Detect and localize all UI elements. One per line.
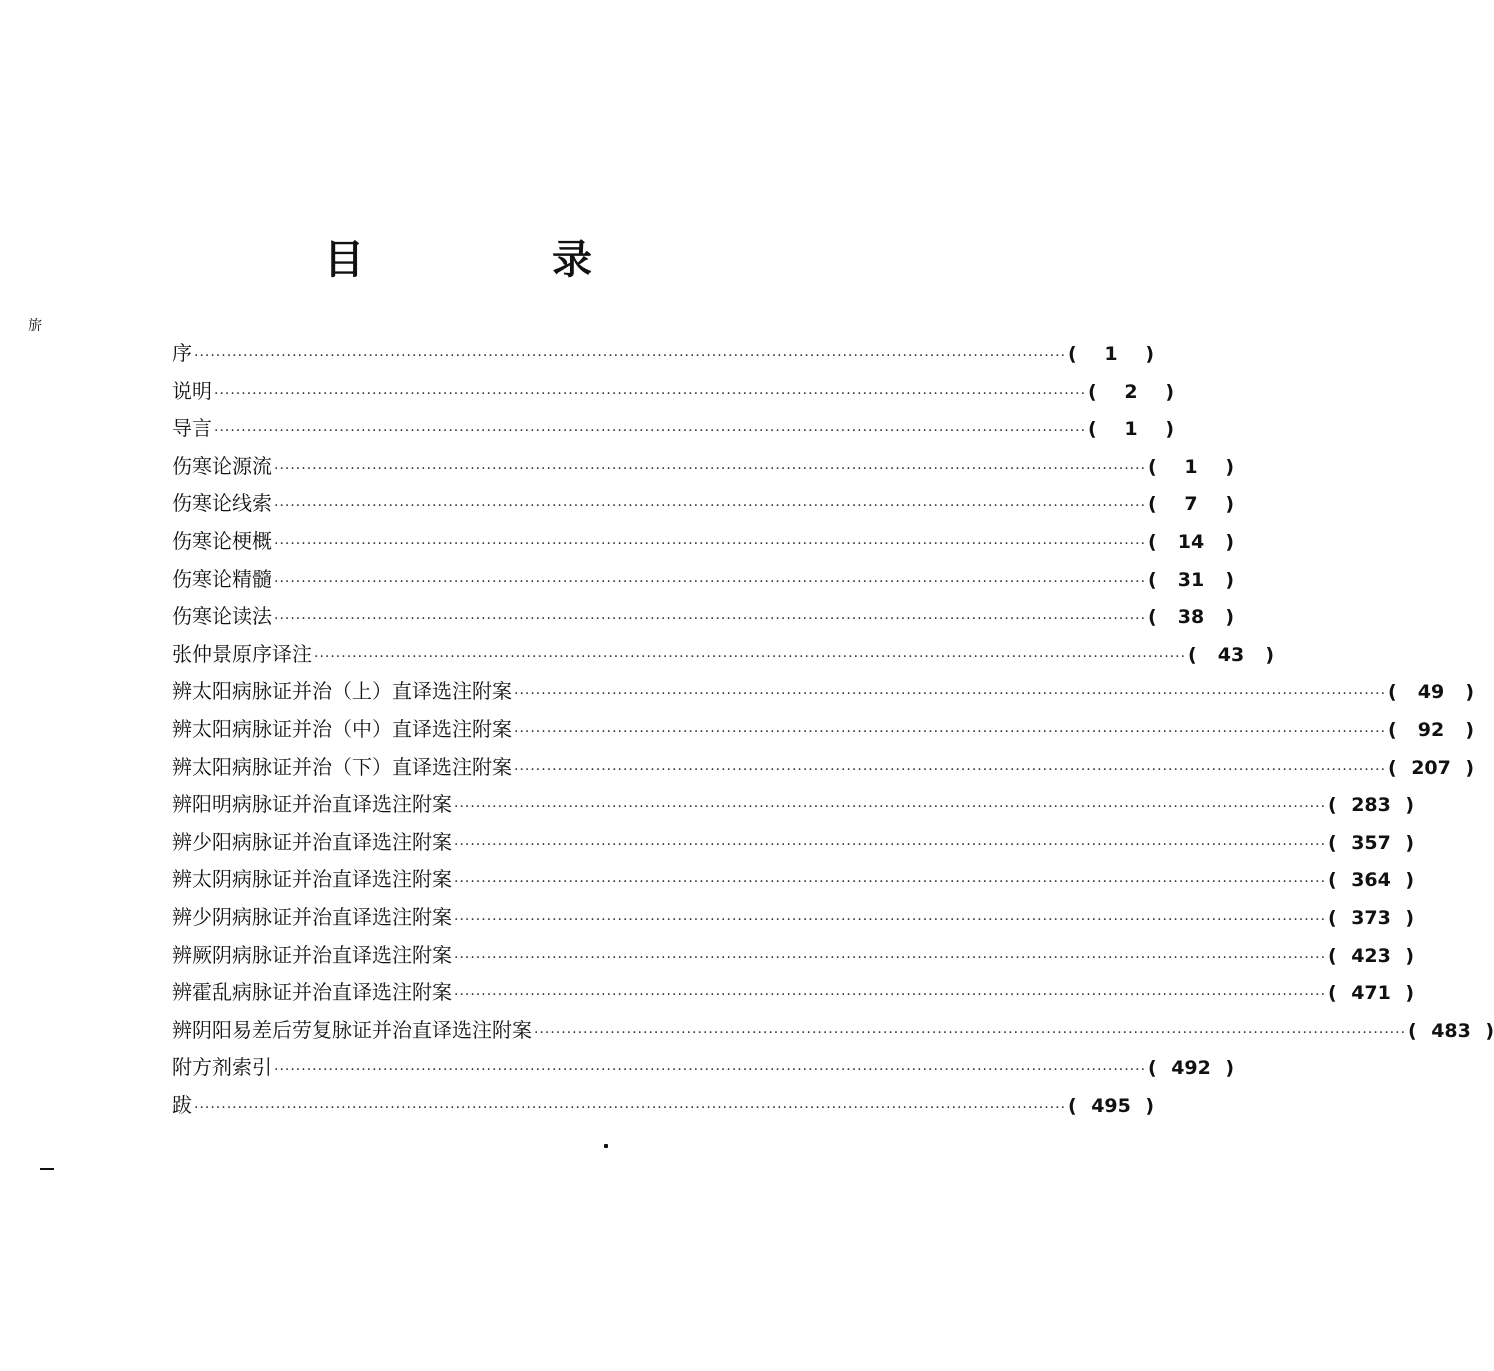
- toc-entry-page: [1408, 1013, 1494, 1051]
- open-paren: (: [1328, 906, 1337, 929]
- close-paren: ): [1465, 681, 1475, 704]
- dot-leader: ································································································································································: [274, 1062, 1147, 1079]
- toc-entry-page: [1388, 712, 1474, 750]
- close-paren: ): [1405, 831, 1415, 854]
- open-paren: (: [1408, 1019, 1417, 1042]
- toc-entry-title: 辨太阳病脉证并治（中）直译选注附案: [172, 716, 512, 741]
- dot-leader: ································································································································································: [534, 1024, 1407, 1041]
- toc-entry-page: [1148, 562, 1234, 600]
- page-number: 31: [1177, 568, 1205, 591]
- toc-entry-page: [1068, 1088, 1154, 1126]
- toc-entry-title: 辨少阴病脉证并治直译选注附案: [172, 904, 452, 929]
- dot-leader: ································································································································································: [454, 799, 1327, 816]
- close-paren: ): [1225, 606, 1235, 629]
- page-number: 43: [1217, 643, 1245, 666]
- toc-entry-title: 辨太阳病脉证并治（上）直译选注附案: [172, 679, 512, 704]
- close-paren: ): [1405, 869, 1415, 892]
- page-number: 357: [1351, 831, 1391, 854]
- toc-entry-title: 伤寒论源流: [172, 453, 272, 478]
- toc-entry: [172, 937, 1415, 975]
- close-paren: ): [1165, 380, 1175, 403]
- close-paren: ): [1145, 1094, 1155, 1117]
- open-paren: (: [1068, 1094, 1077, 1117]
- dot-leader: ································································································································································: [454, 874, 1327, 891]
- toc-entry: [172, 373, 1175, 411]
- open-paren: (: [1148, 606, 1157, 629]
- toc-entry-page: [1328, 825, 1414, 863]
- toc-entry-page: [1148, 524, 1234, 562]
- page-number: 364: [1351, 869, 1391, 892]
- page-number: 14: [1177, 530, 1205, 553]
- toc-entry: [172, 861, 1415, 899]
- dot-leader: ································································································································································: [514, 723, 1387, 740]
- open-paren: (: [1148, 493, 1157, 516]
- page-number: 92: [1417, 718, 1445, 741]
- toc-entry-page: [1148, 1050, 1234, 1088]
- page-number: 207: [1411, 756, 1451, 779]
- close-paren: ): [1225, 1057, 1235, 1080]
- toc-entry-page: [1388, 750, 1474, 788]
- toc-entry-title: 辨少阳病脉证并治直译选注附案: [172, 829, 452, 854]
- table-of-contents: [172, 335, 1494, 1124]
- open-paren: (: [1088, 418, 1097, 441]
- toc-entry: [172, 561, 1235, 599]
- toc-entry-page: [1328, 900, 1414, 938]
- open-paren: (: [1388, 681, 1397, 704]
- dot-leader: ································································································································································: [274, 573, 1147, 590]
- open-paren: (: [1388, 756, 1397, 779]
- close-paren: ): [1405, 794, 1415, 817]
- open-paren: (: [1088, 380, 1097, 403]
- dot-leader: ································································································································································: [214, 423, 1087, 440]
- toc-entry-title: 伤寒论读法: [172, 604, 272, 629]
- page-number: 471: [1351, 982, 1391, 1005]
- close-paren: ): [1465, 718, 1475, 741]
- dot-leader: ································································································································································: [454, 987, 1327, 1004]
- dot-leader: ································································································································································: [274, 460, 1147, 477]
- toc-entry-page: [1088, 411, 1174, 449]
- toc-entry-title: 附方剂索引: [172, 1055, 272, 1080]
- page-number: 1: [1104, 343, 1118, 365]
- close-paren: ): [1225, 530, 1235, 553]
- page-number: 49: [1417, 681, 1445, 704]
- page-number: 423: [1351, 944, 1391, 967]
- toc-entry: [172, 1049, 1235, 1087]
- toc-entry: [172, 673, 1475, 711]
- margin-mark: 旂: [28, 318, 42, 334]
- dot-leader: ································································································································································: [514, 761, 1387, 778]
- toc-entry: [172, 899, 1415, 937]
- close-paren: ): [1485, 1019, 1494, 1042]
- toc-entry-page: [1388, 674, 1474, 712]
- page-number: 7: [1184, 493, 1198, 516]
- toc-entry-title: 伤寒论精髓: [172, 566, 272, 591]
- dot-leader: ································································································································································: [194, 1099, 1067, 1116]
- toc-entry: [172, 636, 1275, 674]
- toc-entry-page: [1328, 862, 1414, 900]
- open-paren: (: [1148, 530, 1157, 553]
- footer-dot: [604, 1144, 608, 1148]
- close-paren: ): [1225, 455, 1235, 478]
- dot-leader: ································································································································································: [314, 648, 1187, 665]
- dot-leader: ································································································································································: [514, 686, 1387, 703]
- toc-entry-title: 辨阳明病脉证并治直译选注附案: [172, 792, 452, 817]
- toc-entry: [172, 335, 1155, 373]
- toc-entry: [172, 410, 1175, 448]
- toc-entry: [172, 1087, 1155, 1125]
- dot-leader: ································································································································································: [454, 949, 1327, 966]
- toc-entry-page: [1148, 599, 1234, 637]
- toc-entry: [172, 749, 1475, 787]
- toc-entry-title: 辨阴阳易差后劳复脉证并治直译选注附案: [172, 1017, 532, 1042]
- dot-leader: ································································································································································: [214, 385, 1087, 402]
- open-paren: (: [1328, 944, 1337, 967]
- toc-entry-page: [1328, 787, 1414, 825]
- toc-entry-title: 辨厥阴病脉证并治直译选注附案: [172, 942, 452, 967]
- open-paren: (: [1328, 982, 1337, 1005]
- dot-leader: ································································································································································: [274, 498, 1147, 515]
- toc-entry-page: [1068, 336, 1154, 374]
- toc-entry: [172, 711, 1475, 749]
- toc-entry-title: 序: [172, 341, 192, 365]
- toc-entry: [172, 523, 1235, 561]
- page-number: 1: [1184, 455, 1198, 478]
- page-title: 目 录: [324, 236, 666, 283]
- toc-entry-title: 导言: [172, 416, 212, 441]
- toc-entry-page: [1148, 486, 1234, 524]
- close-paren: ): [1405, 944, 1415, 967]
- close-paren: ): [1225, 493, 1235, 516]
- toc-entry-page: [1088, 374, 1174, 412]
- close-paren: ): [1165, 418, 1175, 441]
- open-paren: (: [1148, 455, 1157, 478]
- toc-entry-title: 张仲景原序译注: [172, 641, 312, 666]
- open-paren: (: [1328, 869, 1337, 892]
- open-paren: (: [1188, 643, 1197, 666]
- toc-entry-title: 伤寒论梗概: [172, 528, 272, 553]
- dot-leader: ································································································································································: [274, 535, 1147, 552]
- toc-entry-title: 辨霍乱病脉证并治直译选注附案: [172, 980, 452, 1005]
- toc-entry-page: [1328, 975, 1414, 1013]
- open-paren: (: [1148, 1057, 1157, 1080]
- dot-leader: ································································································································································: [454, 911, 1327, 928]
- open-paren: (: [1148, 568, 1157, 591]
- toc-entry-title: 说明: [172, 378, 212, 403]
- close-paren: ): [1225, 568, 1235, 591]
- toc-entry: [172, 1012, 1494, 1050]
- close-paren: ): [1265, 643, 1275, 666]
- toc-entry-page: [1328, 938, 1414, 976]
- open-paren: (: [1328, 794, 1337, 817]
- page-number: 283: [1351, 794, 1391, 817]
- toc-entry-page: [1148, 449, 1234, 487]
- close-paren: ): [1145, 343, 1155, 365]
- dot-leader: ································································································································································: [274, 611, 1147, 628]
- toc-entry-page: [1188, 637, 1274, 675]
- toc-entry: [172, 485, 1235, 523]
- open-paren: (: [1328, 831, 1337, 854]
- page-number: 1: [1124, 418, 1138, 441]
- toc-entry-title: 辨太阴病脉证并治直译选注附案: [172, 867, 452, 892]
- close-paren: ): [1465, 756, 1475, 779]
- open-paren: (: [1388, 718, 1397, 741]
- page-number: 38: [1177, 606, 1205, 629]
- toc-entry: [172, 824, 1415, 862]
- footer-dash: [40, 1168, 54, 1170]
- toc-entry-title: 伤寒论线索: [172, 491, 272, 516]
- page-number: 2: [1124, 380, 1138, 403]
- toc-entry-title: 跋: [172, 1092, 192, 1117]
- dot-leader: ································································································································································: [194, 348, 1067, 364]
- dot-leader: ································································································································································: [454, 836, 1327, 853]
- close-paren: ): [1405, 906, 1415, 929]
- toc-entry: [172, 598, 1235, 636]
- page-number: 483: [1431, 1019, 1471, 1042]
- close-paren: ): [1405, 982, 1415, 1005]
- page-number: 492: [1171, 1057, 1211, 1080]
- toc-entry: [172, 786, 1415, 824]
- toc-entry: [172, 448, 1235, 486]
- page-number: 373: [1351, 906, 1391, 929]
- toc-entry-title: 辨太阳病脉证并治（下）直译选注附案: [172, 754, 512, 779]
- toc-entry: [172, 974, 1415, 1012]
- open-paren: (: [1068, 343, 1077, 365]
- page-number: 495: [1091, 1094, 1131, 1117]
